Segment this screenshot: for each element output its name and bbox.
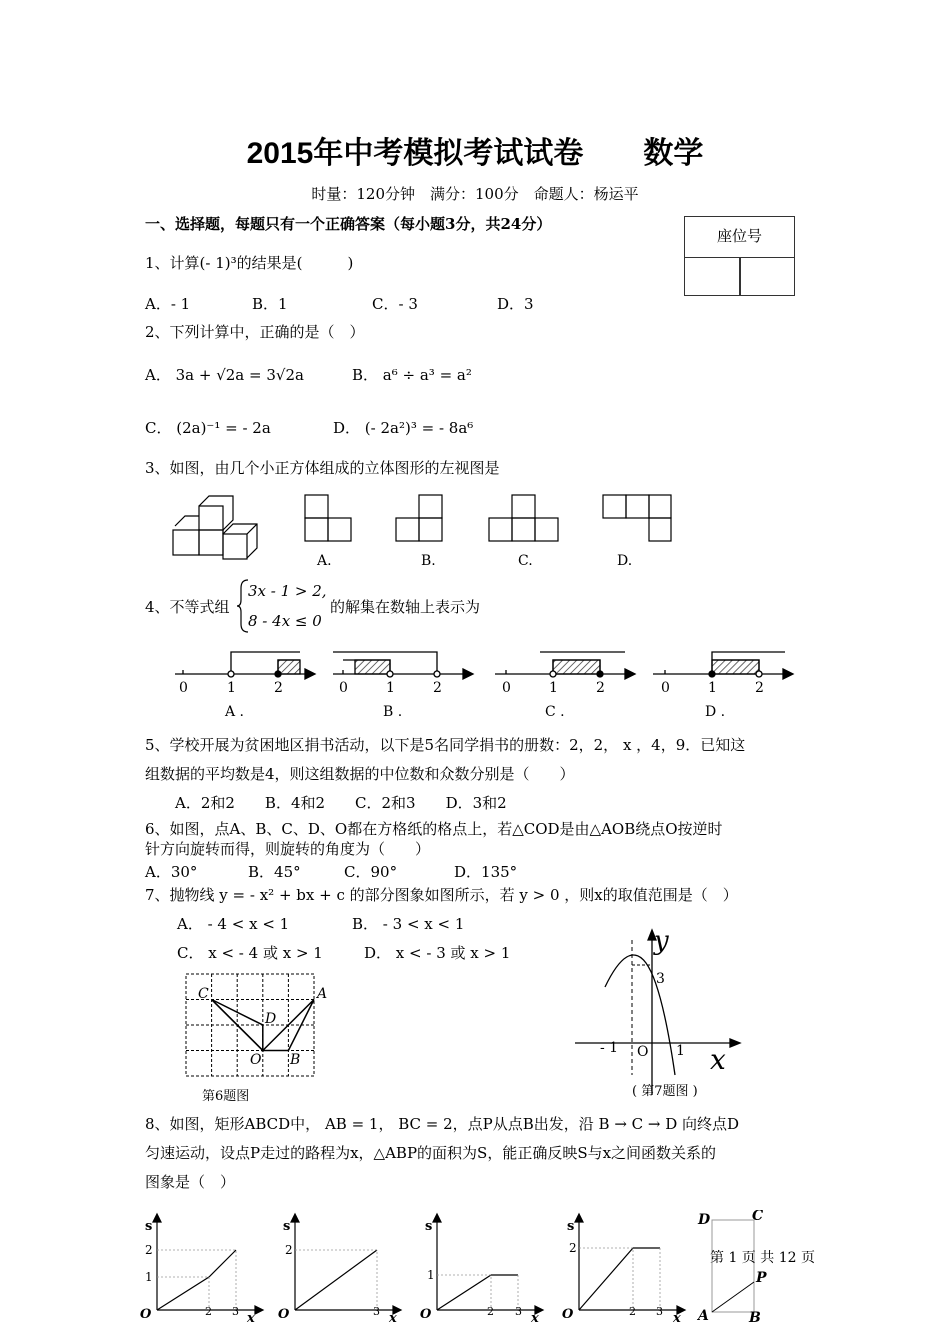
- q4-numline-c: [495, 652, 635, 679]
- q4-a-tick-1: 1: [227, 680, 236, 696]
- q4-d-tick-2: 2: [755, 680, 764, 696]
- q3-label-b: B.: [421, 553, 436, 569]
- q8-b-tick-2: 2: [285, 1243, 293, 1257]
- q4-b-tick-0: 0: [339, 680, 348, 696]
- q1-option-b: B．1: [252, 295, 288, 313]
- q8-a-x: x: [247, 1311, 255, 1326]
- q8-b-x: x: [389, 1311, 397, 1326]
- q3-label-c: C.: [518, 553, 533, 569]
- q4-numline-a: [175, 652, 315, 679]
- q3-option-b-figure: [396, 495, 442, 541]
- q3-option-a-figure: [305, 495, 351, 541]
- q8-d-x2: 2: [629, 1305, 636, 1318]
- q7-stem: 7、抛物线 y = - x² + bx + c 的部分图象如图所示，若 y > 0 ，则x的取值范围是（ ）: [145, 886, 738, 904]
- q6-line1: 6、如图，点A、B、C、D、O都在方格纸的格点上，若△COD是由△AOB绕点O按逆时: [145, 820, 723, 838]
- q4-stem-post: 的解集在数轴上表示为: [330, 598, 481, 616]
- q7-x-label: x: [710, 1043, 726, 1076]
- q3-option-d-figure: [603, 495, 671, 541]
- q3-figures: [165, 490, 685, 570]
- q4-label-c: C .: [545, 704, 565, 720]
- title-main: 2015年中考模拟考试试卷: [246, 137, 584, 170]
- q6-option-b: B．45°: [248, 863, 301, 881]
- q7-y-label: y: [654, 926, 669, 956]
- q8-d-x: x: [673, 1311, 681, 1326]
- q6-point-a: A: [317, 986, 328, 1002]
- q8-d-o: O: [562, 1307, 574, 1322]
- q4-number-lines: [165, 640, 805, 725]
- q4-d-tick-0: 0: [661, 680, 670, 696]
- q6-point-o: O: [250, 1052, 262, 1068]
- q6-line2: 针方向旋转而得，则旋转的角度为（ ）: [145, 840, 431, 858]
- q5-line1: 5、学校开展为贫困地区捐书活动，以下是5名同学捐书的册数：2，2， x ，4，9．已知这: [145, 736, 746, 754]
- q4-c-tick-2: 2: [596, 680, 605, 696]
- q8-c-o: O: [420, 1307, 432, 1322]
- q7-neg1-label: - 1: [600, 1040, 619, 1056]
- q6-point-d: D: [265, 1011, 277, 1027]
- q7-option-c: C． x < - 4 或 x > 1: [177, 944, 323, 962]
- q3-label-a: A.: [317, 553, 332, 569]
- q8-line3: 图象是（ ）: [145, 1173, 236, 1191]
- q8-graph-c: [433, 1214, 543, 1314]
- q8-d-tick-2: 2: [569, 1241, 577, 1255]
- q6-caption: 第6题图: [202, 1089, 250, 1104]
- q3-option-c-figure: [489, 495, 558, 541]
- q4-b-tick-1: 1: [386, 680, 395, 696]
- q5-line2: 组数据的平均数是4，则这组数据的中位数和众数分别是（ ）: [145, 765, 575, 783]
- q1-stem-pre: 1、计算: [145, 254, 200, 272]
- q6-option-a: A．30°: [145, 863, 198, 881]
- title-subject: 数学: [643, 137, 704, 170]
- q8-rect-a: A: [698, 1308, 709, 1324]
- q3-label-d: D.: [617, 553, 633, 569]
- q1-option-c: C．- 3: [372, 295, 418, 313]
- q4-numline-b: [333, 652, 473, 679]
- q8-c-x2: 2: [487, 1305, 494, 1318]
- q8-graph-a: [153, 1214, 263, 1314]
- q8-a-tick-1: 1: [145, 1270, 153, 1284]
- q8-line1: 8、如图，矩形ABCD中， AB = 1， BC = 2，点P从点B出发，沿 B → C → D 向终点D: [145, 1115, 740, 1133]
- q2-stem: 2、下列计算中，正确的是（ ）: [145, 323, 365, 341]
- q4-b-tick-2: 2: [433, 680, 442, 696]
- q8-b-x3: 3: [373, 1305, 380, 1318]
- q4-stem-pre: 4、不等式组: [145, 598, 230, 616]
- q7-option-b: B． - 3 < x < 1: [352, 915, 465, 933]
- page-footer: 第 1 页 共 12 页: [710, 1250, 815, 1266]
- q8-d-x3: 3: [656, 1305, 663, 1318]
- q7-option-d: D． x < - 3 或 x > 1: [364, 944, 511, 962]
- q4-ineq-2: 8 - 4x ≤ 0: [248, 612, 322, 630]
- q8-a-x3: 3: [232, 1305, 239, 1318]
- q4-c-tick-0: 0: [502, 680, 511, 696]
- seat-label: 座位号: [685, 217, 794, 258]
- q1-option-a: A．- 1: [145, 295, 191, 313]
- q8-graph-d: [575, 1214, 685, 1314]
- q8-c-tick-1: 1: [427, 1268, 435, 1282]
- q4-a-tick-2: 2: [274, 680, 283, 696]
- q6-option-d: D．135°: [454, 863, 518, 881]
- q2-option-d: D． (- 2a²)³ = - 8a⁶: [333, 419, 474, 437]
- q6-point-c: C: [198, 986, 209, 1002]
- q8-a-tick-2: 2: [145, 1243, 153, 1257]
- q4-ineq-1: 3x - 1 > 2,: [248, 582, 327, 600]
- q2-option-b: B． a⁶ ÷ a³ = a²: [352, 366, 472, 384]
- q1-expr: (- 1)³: [199, 254, 237, 272]
- q8-graph-b: [291, 1214, 401, 1314]
- q1-stem: [145, 251, 353, 275]
- q6-option-c: C．90°: [344, 863, 398, 881]
- section-heading: 一、选择题，每题只有一个正确答案（每小题3分，共24分）: [145, 215, 552, 233]
- q7-option-a: A． - 4 < x < 1: [177, 915, 290, 933]
- page-title: [0, 128, 950, 172]
- q8-rect-d: D: [698, 1212, 711, 1228]
- exam-meta: 时量：120分钟 满分：100分 命题人：杨运平: [311, 185, 639, 203]
- q1-option-d: D．3: [497, 295, 534, 313]
- q8-a-x2: 2: [205, 1305, 212, 1318]
- q5-options: A．2和2 B．4和2 C．2和3 D．3和2: [175, 794, 507, 812]
- q3-stem: 3、如图，由几个小正方体组成的立体图形的左视图是: [145, 459, 500, 477]
- q8-a-s: s: [145, 1219, 153, 1234]
- q8-b-o: O: [278, 1307, 290, 1322]
- q4-c-tick-1: 1: [549, 680, 558, 696]
- q8-rect-c: C: [752, 1210, 764, 1224]
- q4-a-tick-0: 0: [179, 680, 188, 696]
- seat-number-box: [684, 216, 795, 296]
- q8-rect-p: P: [756, 1270, 767, 1286]
- q8-c-x: x: [531, 1311, 539, 1326]
- seat-divider: [739, 257, 741, 295]
- q7-origin-label: O: [637, 1044, 649, 1060]
- q8-c-s: s: [425, 1219, 433, 1234]
- q1-stem-post: 的结果是( ): [236, 254, 354, 272]
- q3-solid-figure: [173, 496, 257, 559]
- q4-label-d: D .: [705, 704, 726, 720]
- q2-option-a: A． 3a + √2a = 3√2a: [145, 366, 304, 384]
- q7-parabola-figure: [570, 925, 745, 1105]
- q8-b-s: s: [283, 1219, 291, 1234]
- q8-rect-b: B: [749, 1310, 761, 1326]
- q7-caption: ( 第7题图 ): [632, 1084, 698, 1099]
- q8-graphs: [135, 1210, 815, 1344]
- q4-label-b: B .: [383, 704, 403, 720]
- q8-line2: 匀速运动，设点P走过的路程为x，△ABP的面积为S，能正确反映S与x之间函数关系的: [145, 1144, 717, 1162]
- q4-label-a: A .: [225, 704, 245, 720]
- q6-grid-figure: [180, 970, 330, 1105]
- q2-option-c: C． (2a)⁻¹ = - 2a: [145, 419, 271, 437]
- q8-d-s: s: [567, 1219, 575, 1234]
- q7-one-label: 1: [676, 1043, 685, 1059]
- q4-numline-d: [653, 652, 793, 679]
- q8-a-o: O: [140, 1307, 152, 1322]
- q7-three-label: 3: [656, 971, 665, 987]
- q6-point-b: B: [290, 1052, 301, 1068]
- q4-d-tick-1: 1: [708, 680, 717, 696]
- q8-c-x3: 3: [515, 1305, 522, 1318]
